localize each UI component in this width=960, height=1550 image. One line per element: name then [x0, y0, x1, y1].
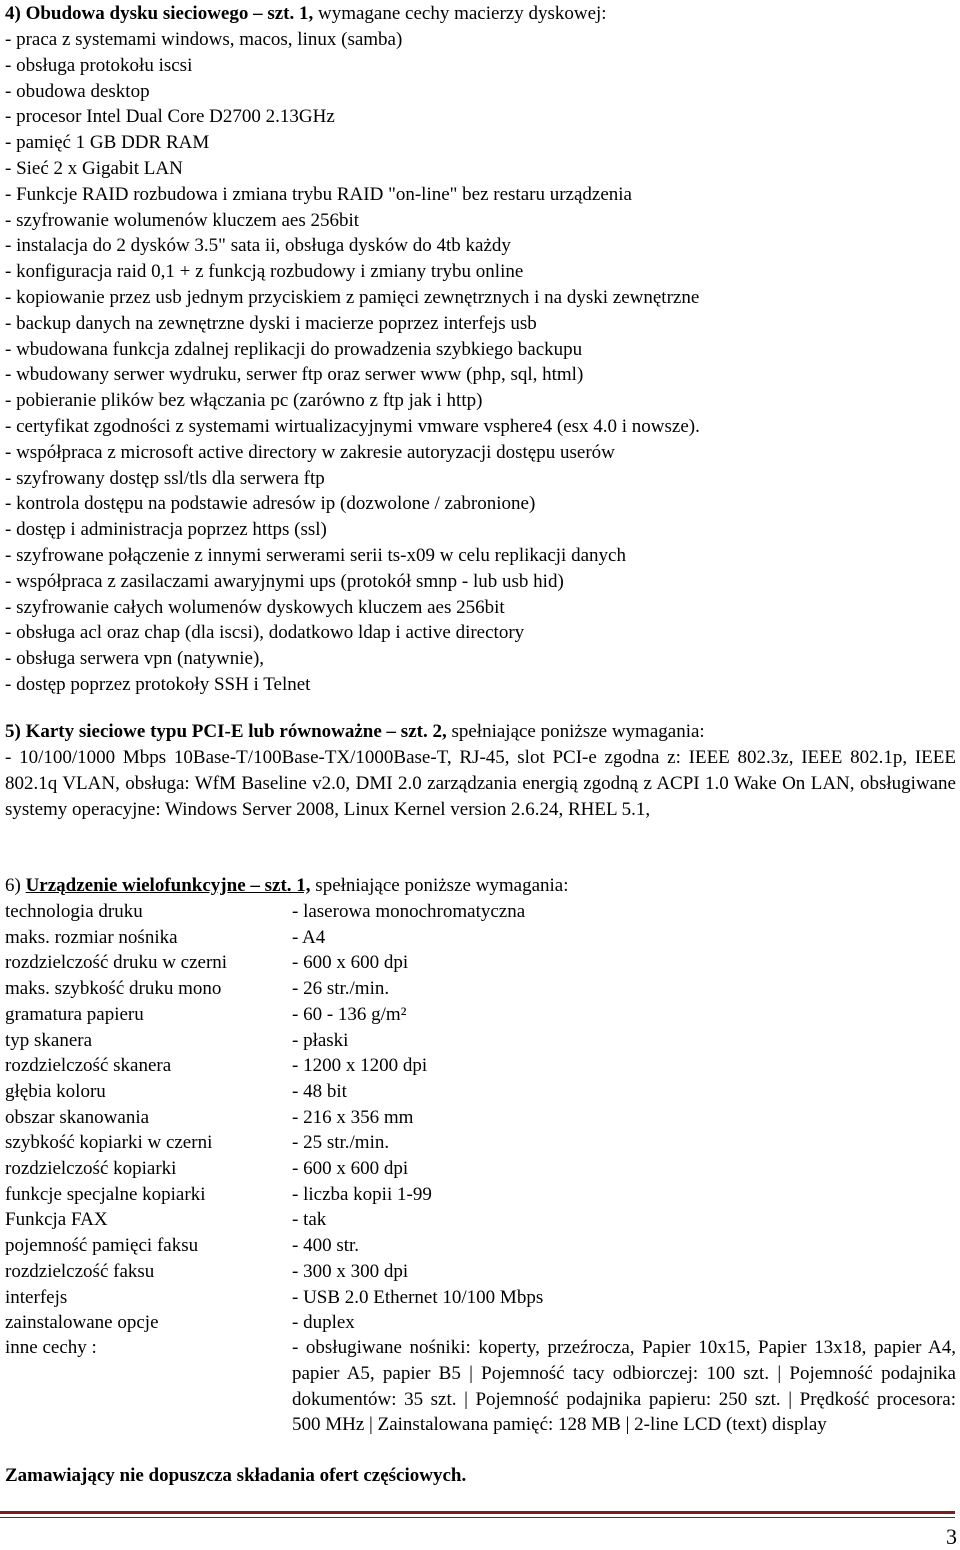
list-item: - szyfrowanie całych wolumenów dyskowych kluczem aes 256bit — [5, 596, 505, 618]
closing-statement: Zamawiający nie dopuszcza składania ofert częściowych. — [5, 1465, 467, 1486]
list-item: - Sieć 2 x Gigabit LAN — [5, 158, 183, 179]
spec-value: - laserowa monochromatyczna — [292, 901, 526, 922]
list-item: - Funkcje RAID rozbudowa i zmiana trybu RAID "on-line" bez restaru urządzenia — [5, 183, 632, 205]
list-item: - współpraca z microsoft active directory w zakresie autoryzacji dostępu userów — [5, 441, 615, 463]
section4-subtitle: wymagane cechy macierzy dyskowej: — [313, 3, 607, 24]
footer-rule-thin — [0, 1517, 955, 1518]
list-item: - backup danych na zewnętrzne dyski i macierze poprzez interfejs usb — [5, 312, 537, 334]
spec-value: - tak — [292, 1209, 327, 1231]
list-item: - certyfikat zgodności z systemami wirtualizacyjnymi vmware vsphere4 (esx 4.0 i nowsze). — [5, 416, 700, 437]
spec-value: - 400 str. — [292, 1235, 360, 1257]
list-item: - konfiguracja raid 0,1 + z funkcją rozbudowy i zmiany trybu online — [5, 261, 524, 283]
spec-value: - liczba kopii 1-99 — [292, 1183, 432, 1205]
list-item: - wbudowany serwer wydruku, serwer ftp oraz serwer www (php, sql, html) — [5, 364, 584, 386]
list-item: - pamięć 1 GB DDR RAM — [5, 132, 210, 154]
spec-label: szybkość kopiarki w czerni — [5, 1132, 213, 1154]
spec-value: - płaski — [292, 1029, 349, 1051]
section6-title: Urządzenie wielofunkcyjne – szt. 1, — [25, 875, 311, 896]
section5-title: Karty sieciowe typu PCI-E lub równoważne – szt. 2, — [25, 721, 447, 742]
spec-label: technologia druku — [5, 901, 143, 922]
spec-label: funkcje specjalne kopiarki — [5, 1183, 206, 1205]
spec-label: zainstalowane opcje — [5, 1312, 159, 1334]
spec-other-value: - obsługiwane nośniki: koperty, przeźrocza, Papier 10x15, Papier 13x18, papier A4, papier A5, papier B5 | Pojemność tacy odbiorczej: 100 szt. | Pojemność podajnika dokumentów: 35 szt. | Pojemność podajnika papieru: 250 szt. | Prędkość procesora: 500 MHz | Zainstalowana pamięć: 128 MB | 2-line LCD (text) display — [292, 1337, 956, 1436]
spec-value: - A4 — [292, 926, 326, 948]
list-item: - szyfrowanie wolumenów kluczem aes 256bit — [5, 209, 360, 231]
spec-label: interfejs — [5, 1286, 68, 1308]
spec-label: maks. szybkość druku mono — [5, 978, 222, 1000]
list-item: - szyfrowany dostęp ssl/tls dla serwera ftp — [5, 467, 325, 489]
section4-heading — [5, 1, 607, 27]
spec-value: - 48 bit — [292, 1080, 347, 1102]
spec-other-label: inne cechy : — [5, 1337, 97, 1358]
page-number: 3 — [946, 1524, 957, 1549]
spec-value: - 25 str./min. — [292, 1132, 390, 1154]
section5-subtitle: spełniające poniższe wymagania: — [446, 721, 705, 742]
section4-title: Obudowa dysku sieciowego – szt. 1, — [25, 3, 314, 24]
section6-heading — [5, 873, 569, 899]
list-item: - praca z systemami windows, macos, linux (samba) — [5, 29, 403, 50]
list-item: - współpraca z zasilaczami awaryjnymi ups (protokół smnp - lub usb hid) — [5, 570, 564, 592]
spec-label: gramatura papieru — [5, 1003, 144, 1025]
list-item: - obudowa desktop — [5, 80, 150, 102]
list-item: - kontrola dostępu na podstawie adresów ip (dozwolone / zabronione) — [5, 493, 536, 515]
list-item: - dostęp poprzez protokoły SSH i Telnet — [5, 674, 311, 695]
spec-label: rozdzielczość skanera — [5, 1055, 172, 1077]
spec-value: - 1200 x 1200 dpi — [292, 1055, 428, 1077]
list-item: - obsługa acl oraz chap (dla iscsi), dodatkowo ldap i active directory — [5, 622, 525, 644]
spec-value: - 60 - 136 g/m² — [292, 1003, 407, 1025]
section5-number: 5) — [5, 721, 21, 742]
spec-value: - duplex — [292, 1312, 355, 1334]
spec-value: - 600 x 600 dpi — [292, 1158, 409, 1179]
spec-value: - 216 x 356 mm — [292, 1106, 414, 1128]
section5-heading — [5, 719, 705, 745]
spec-label: rozdzielczość kopiarki — [5, 1158, 177, 1179]
footer-rule-thick — [0, 1511, 955, 1514]
list-item: - procesor Intel Dual Core D2700 2.13GHz — [5, 106, 335, 128]
spec-label: maks. rozmiar nośnika — [5, 926, 178, 948]
list-item: - pobieranie plików bez włączania pc (zarówno z ftp jak i http) — [5, 390, 483, 412]
spec-label: pojemność pamięci faksu — [5, 1235, 199, 1257]
section5-body: - 10/100/1000 Mbps 10Base-T/100Base-TX/1000Base-T, RJ-45, slot PCI-e zgodna z: IEEE 802.3z, IEEE 802.1p, IEEE 802.1q VLAN, obsługa: WfM Baseline v2.0, DMI 2.0 zarządzania energią zgodną z ACPI 1.0 Wake On LAN, obsługiwane systemy operacyjne: Windows Server 2008, Linux Kernel version 2.6.24, RHEL 5.1, — [5, 747, 956, 820]
section4-number: 4) — [5, 3, 21, 24]
list-item: - obsługa protokołu iscsi — [5, 54, 193, 76]
list-item: - obsługa serwera vpn (natywnie), — [5, 648, 265, 670]
section6-subtitle: spełniające poniższe wymagania: — [310, 875, 569, 896]
section6-number: 6) — [5, 875, 21, 896]
list-item: - dostęp i administracja poprzez https (ssl) — [5, 519, 327, 541]
list-item: - instalacja do 2 dysków 3.5" sata ii, obsługa dysków do 4tb każdy — [5, 235, 511, 257]
spec-label: rozdzielczość faksu — [5, 1260, 155, 1282]
spec-value: - 600 x 600 dpi — [292, 952, 409, 974]
spec-label: Funkcja FAX — [5, 1209, 108, 1231]
spec-label: rozdzielczość druku w czerni — [5, 952, 228, 974]
list-item: - szyfrowane połączenie z innymi serwerami serii ts-x09 w celu replikacji danych — [5, 545, 626, 566]
spec-value: - 300 x 300 dpi — [292, 1260, 409, 1282]
spec-label: obszar skanowania — [5, 1106, 150, 1128]
spec-label: głębia koloru — [5, 1080, 106, 1102]
spec-label: typ skanera — [5, 1029, 93, 1051]
spec-value: - 26 str./min. — [292, 978, 390, 1000]
list-item: - kopiowanie przez usb jednym przyciskiem z pamięci zewnętrznych i na dyski zewnętrzne — [5, 287, 700, 308]
spec-value: - USB 2.0 Ethernet 10/100 Mbps — [292, 1286, 544, 1308]
list-item: - wbudowana funkcja zdalnej replikacji do prowadzenia szybkiego backupu — [5, 338, 583, 360]
